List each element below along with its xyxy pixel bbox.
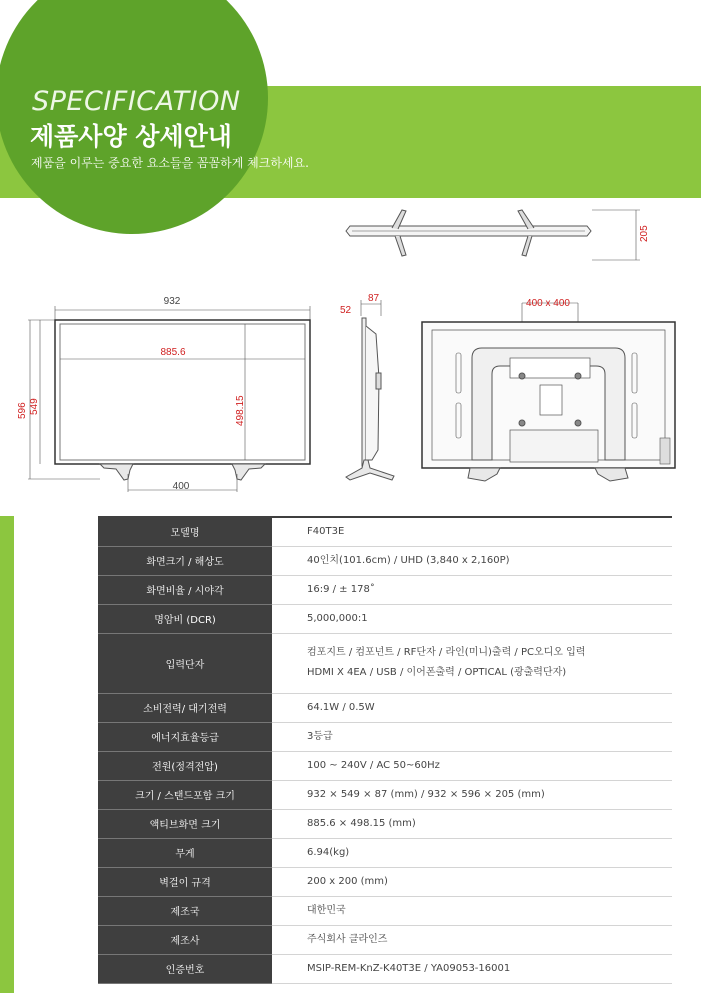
page-subtitle: 제품을 이루는 중요한 요소들을 꼼꼼하게 체크하세요. <box>31 156 309 170</box>
screen-height-label: 498.15 <box>235 395 246 426</box>
table-row <box>98 693 672 722</box>
side-view-drawing <box>346 300 394 480</box>
depth-label: 87 <box>368 293 380 304</box>
stand-spacing-label: 400 <box>172 481 190 492</box>
table-row <box>98 751 672 780</box>
depth-top-label: 52 <box>340 305 352 316</box>
spec-label: 인증번호 <box>98 954 272 983</box>
vesa-label: 400 x 400 <box>526 298 570 309</box>
table-row <box>98 633 672 693</box>
spec-value-line: 컴포지트 / 컴포넌트 / RF단자 / 라인(미니)출력 / PC오디오 입력 <box>307 647 586 658</box>
front-view-drawing <box>28 306 310 492</box>
spec-label: 제조국 <box>98 896 272 925</box>
spec-value: 3등급 <box>272 722 672 751</box>
spec-value: 885.6 × 498.15 (mm) <box>272 809 672 838</box>
spec-value: 주식회사 클라인즈 <box>272 925 672 954</box>
spec-value: 100 ~ 240V / AC 50~60Hz <box>272 751 672 780</box>
spec-label: 입력단자 <box>98 633 272 693</box>
top-view-drawing <box>346 210 640 260</box>
spec-label: 크기 / 스탠드포함 크기 <box>98 780 272 809</box>
table-row <box>98 517 672 546</box>
spec-label: 벽걸이 규격 <box>98 867 272 896</box>
height-stand-label: 596 <box>17 402 28 419</box>
spec-value: 6.94(kg) <box>272 838 672 867</box>
table-row <box>98 780 672 809</box>
spec-value-line: HDMI X 4EA / USB / 이어폰출력 / OPTICAL (광출력단자) <box>307 667 567 678</box>
spec-label: 모델명 <box>98 517 272 546</box>
spec-value: 200 x 200 (mm) <box>272 867 672 896</box>
table-row <box>98 954 672 983</box>
spec-label: 화면크기 / 해상도 <box>98 546 272 575</box>
spec-label: 액티브화면 크기 <box>98 809 272 838</box>
width-label: 932 <box>163 296 181 307</box>
spec-label: 소비전력/ 대기전력 <box>98 693 272 722</box>
spec-value: 40인치(101.6cm) / UHD (3,840 x 2,160P) <box>272 546 672 575</box>
spec-value: 16:9 / ± 178˚ <box>272 575 672 604</box>
table-row <box>98 809 672 838</box>
screen-width-label: 885.6 <box>160 347 186 358</box>
table-row <box>98 925 672 954</box>
page-title: 제품사양 상세안내 <box>30 122 232 151</box>
side-accent-bar <box>0 516 14 993</box>
table-row <box>98 722 672 751</box>
spec-label: 무게 <box>98 838 272 867</box>
spec-value: 5,000,000:1 <box>272 604 672 633</box>
spec-value: 64.1W / 0.5W <box>272 693 672 722</box>
spec-label: 화면비율 / 시야각 <box>98 575 272 604</box>
spec-label: 전원(정격전압) <box>98 751 272 780</box>
table-row <box>98 546 672 575</box>
table-row <box>98 604 672 633</box>
table-row <box>98 896 672 925</box>
spec-value <box>272 633 672 693</box>
spec-value: MSIP-REM-KnZ-K40T3E / YA09053-16001 <box>272 954 672 983</box>
spec-label: 에너지효율등급 <box>98 722 272 751</box>
spec-value: 932 × 549 × 87 (mm) / 932 × 596 × 205 (mm) <box>272 780 672 809</box>
height-label: 549 <box>29 398 40 415</box>
dimension-drawings <box>0 198 701 508</box>
rear-view-drawing <box>422 303 675 481</box>
spec-table <box>98 516 672 984</box>
table-row <box>98 867 672 896</box>
table-row <box>98 838 672 867</box>
table-row <box>98 575 672 604</box>
spec-label: 제조사 <box>98 925 272 954</box>
spec-value: 대한민국 <box>272 896 672 925</box>
spec-value: F40T3E <box>272 517 672 546</box>
stand-depth-label: 205 <box>639 225 650 242</box>
spec-label: 명암비 (DCR) <box>98 604 272 633</box>
title-english: SPECIFICATION <box>32 86 241 117</box>
